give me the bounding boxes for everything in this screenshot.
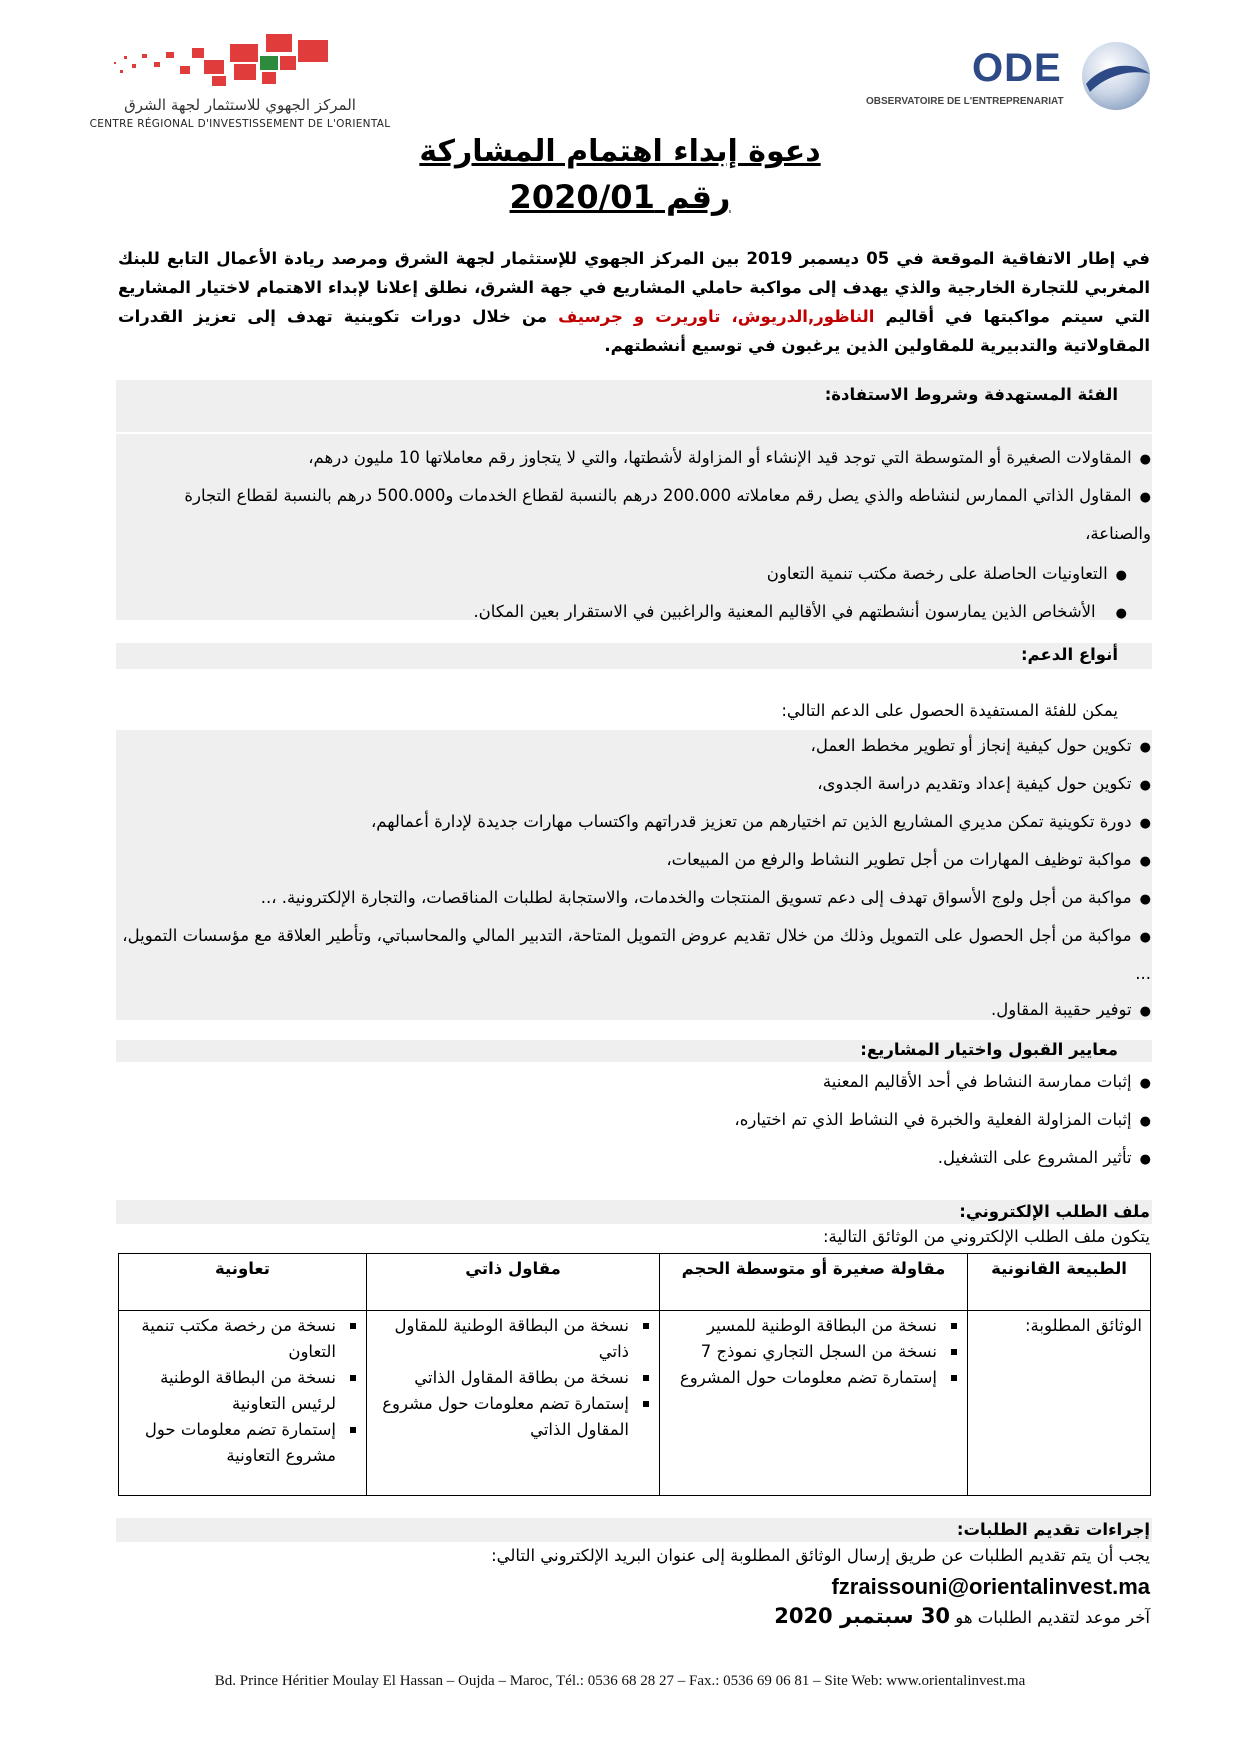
- list-item: ●مواكبة من أجل الحصول على التمويل وذلك من خلال تقديم عروض التمويل المتاحة، التدبير المالي والمحاسباتي، وتأطير العلاقة مع مؤسسات التمويل، ...: [122, 926, 1151, 983]
- support-intro: يمكن للفئة المستفيدة الحصول على الدعم التالي:: [781, 701, 1118, 720]
- list-item: نسخة من السجل التجاري نموذج 7: [670, 1339, 937, 1365]
- list-item: نسخة من رخصة مكتب تنمية التعاون: [129, 1313, 336, 1365]
- support-heading: أنواع الدعم:: [1020, 645, 1118, 664]
- list-item: ●تأثير المشروع على التشغيل.: [937, 1148, 1151, 1167]
- criteria-list: [118, 1064, 1151, 1178]
- list-item: ●المقاول الذاتي الممارس لنشاطه والذي يصل رقم معاملاته 200.000 درهم بالنسبة لقطاع الخدمات و500.000 درهم بالنسبة لقطاع التجارة والصناعة،: [184, 486, 1151, 543]
- ode-swoosh-icon: [1080, 40, 1152, 116]
- documents-table: [118, 1253, 1151, 1496]
- cri-name-ar: المركز الجهوي للاستثمار لجهة الشرق: [124, 96, 356, 114]
- list-item: ●دورة تكوينية تمكن مديري المشاريع الذين تم اختيارهم من تعزيز قدراتهم واكتساب مهارات جديدة لإدارة أعمالهم،: [370, 812, 1151, 831]
- row-label: الوثائق المطلوبة:: [968, 1311, 1151, 1496]
- list-item: نسخة من البطاقة الوطنية لرئيس التعاونية: [129, 1365, 336, 1417]
- list-item: ●مواكبة توظيف المهارات من أجل تطوير النشاط والرفع من المبيعات،: [666, 850, 1151, 869]
- table-row: [119, 1311, 1151, 1496]
- list-item: ●تكوين حول كيفية إعداد وتقديم دراسة الجدوى،: [817, 774, 1151, 793]
- column-header: مقاولة صغيرة أو متوسطة الحجم: [660, 1254, 968, 1311]
- list-item: ●الأشخاص الذين يمارسون أنشطتهم في الأقاليم المعنية والراغبين في الاستقرار بعين المكان.: [473, 602, 1127, 621]
- support-list: [118, 728, 1151, 1030]
- list-item: ●إثبات ممارسة النشاط في أحد الأقاليم المعنية: [822, 1072, 1151, 1091]
- procedure-heading: إجراءات تقديم الطلبات:: [956, 1520, 1150, 1539]
- list-item: ●مواكبة من أجل ولوج الأسواق تهدف إلى دعم تسويق المنتجات والخدمات، والاستجابة لطلبات المناقصات، والتجارة الإلكترونية. ،..: [260, 888, 1151, 907]
- eligibility-heading: الفئة المستهدفة وشروط الاستفادة:: [824, 385, 1118, 404]
- contact-email[interactable]: fzraissouni@orientalinvest.ma: [831, 1574, 1150, 1599]
- intro-provinces: الناظور,الدريوش، تاوريرت و جرسيف: [558, 307, 875, 326]
- table-header-row: [119, 1254, 1151, 1311]
- list-item: إستمارة تضم معلومات حول المشروع: [670, 1365, 937, 1391]
- intro-part1: في إطار الاتفاقية الموقعة في 05 ديسمبر 2019 بين المركز الجهوي للإستثمار لجهة الشرق ومرصد ريادة الأعمال التابع للبنك المغربي للتجارة الخارجية والذي يهدف إلى مواكبة حاملي المشاريع في جهة الشرق، نطلق إعلانا لإبداء الاهتمام لاختيار المشاريع التي سيتم مواكبتها في أقاليم: [118, 249, 1150, 326]
- list-item: ●إثبات المزاولة الفعلية والخبرة في النشاط الذي تم اختياره،: [734, 1110, 1151, 1129]
- list-item: نسخة من بطاقة المقاول الذاتي: [377, 1365, 629, 1391]
- ode-logo-text: ODE: [972, 46, 1062, 90]
- call-number: رقم 2020/01: [509, 178, 731, 216]
- ode-subtitle: OBSERVATOIRE DE L'ENTREPRENARIAT: [866, 96, 1064, 107]
- intro-part2: من خلال دورات تكوينية تهدف إلى تعزيز القدرات المقاولاتية والتدبيرية للمقاولين الذين يرغبون في توسيع أنشطتهم.: [118, 307, 1150, 355]
- deadline-prefix: آخر موعد لتقديم الطلبات هو: [955, 1608, 1150, 1627]
- support-heading-band: [116, 643, 1152, 669]
- sme-docs-cell: [660, 1311, 968, 1496]
- list-item: ●التعاونيات الحاصلة على رخصة مكتب تنمية التعاون: [766, 564, 1127, 583]
- column-header: تعاونية: [119, 1254, 367, 1311]
- list-item: ●المقاولات الصغيرة أو المتوسطة التي توجد قيد الإنشاء أو المزاولة لأشطتها، والتي لا يتجاوز رقم معاملاتها 10 مليون درهم،: [308, 448, 1151, 467]
- deadline-line: [774, 1604, 1150, 1628]
- list-item: نسخة من البطاقة الوطنية للمسير: [670, 1313, 937, 1339]
- column-header: الطبيعة القانونية: [968, 1254, 1151, 1311]
- auto-docs-cell: [367, 1311, 660, 1496]
- footer-address: Bd. Prince Héritier Moulay El Hassan – Oujda – Maroc, Tél.: 0536 68 28 27 – Fax.: 0536 69 06 81 – Site Web: www.orientalinvest.ma: [214, 1673, 1026, 1689]
- list-item: إستمارة تضم معلومات حول مشروع التعاونية: [129, 1417, 336, 1469]
- cri-logo-mark: [80, 30, 400, 100]
- list-item: نسخة من البطاقة الوطنية للمقاول ذاتي: [377, 1313, 629, 1365]
- column-header: مقاول ذاتي: [367, 1254, 660, 1311]
- eligibility-list: [118, 440, 1151, 632]
- intro-paragraph: [118, 244, 1150, 360]
- procedure-text: يجب أن يتم تقديم الطلبات عن طريق إرسال الوثائق المطلوبة إلى عنوان البريد الإلكتروني التالي:: [491, 1546, 1150, 1565]
- list-item: إستمارة تضم معلومات حول مشروع المقاول الذاتي: [377, 1391, 629, 1443]
- list-item: ●تكوين حول كيفية إنجاز أو تطوير مخطط العمل،: [810, 736, 1151, 755]
- coop-docs-cell: [119, 1311, 367, 1496]
- deadline-date: 30 سبتمبر 2020: [774, 1604, 951, 1628]
- criteria-heading: معايير القبول واختيار المشاريع:: [860, 1040, 1118, 1059]
- list-item: ●توفير حقيبة المقاول.: [991, 1000, 1151, 1019]
- page-title: دعوة إبداء اهتمام المشاركة: [419, 134, 821, 169]
- application-heading: ملف الطلب الإلكتروني:: [959, 1202, 1150, 1221]
- application-intro: يتكون ملف الطلب الإلكتروني من الوثائق التالية:: [822, 1227, 1150, 1246]
- cri-name-fr: CENTRE RÉGIONAL D'INVESTISSEMENT DE L'ORIENTAL: [89, 118, 391, 130]
